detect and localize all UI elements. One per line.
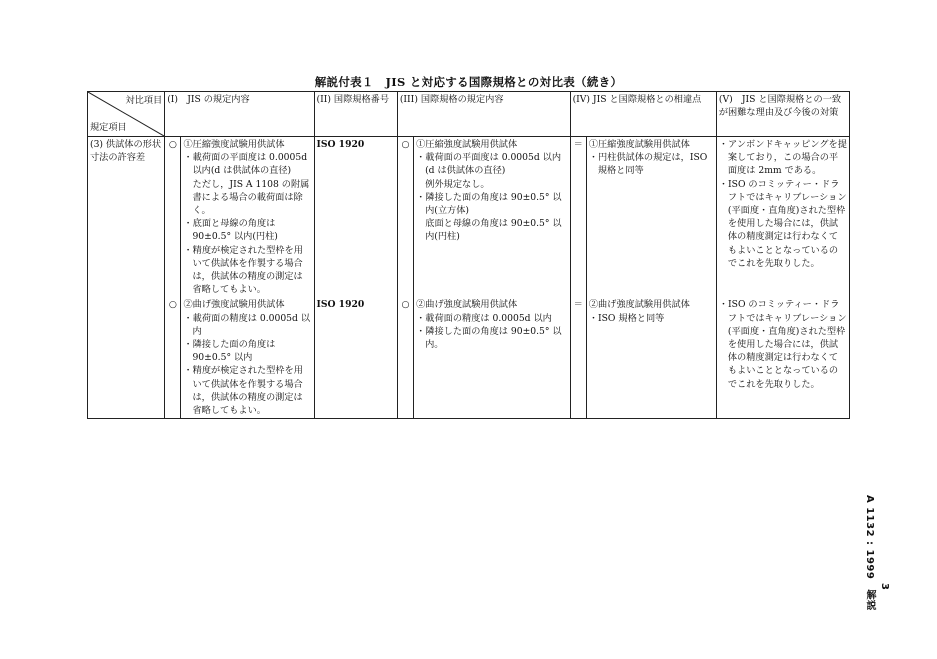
header-iso-content: (III) 国際規格の規定内容 xyxy=(397,92,570,137)
diff-title: ②曲げ強度試験用供試体 xyxy=(588,299,690,311)
header-jis-content: (I) JIS の規定内容 xyxy=(165,92,314,137)
iso-line: ・隣接した面の角度は 90±0.5° 以内。 xyxy=(416,325,562,351)
jis-title: ②曲げ強度試験用供試体 xyxy=(183,299,285,311)
diff-mark: ＝ xyxy=(570,137,586,298)
jis-content xyxy=(181,297,314,418)
jis-mark: ○ xyxy=(165,297,181,418)
iso-content xyxy=(414,297,570,418)
reason-content xyxy=(716,297,849,418)
standard-side-label: A 1132 : 1999 解説 xyxy=(864,495,875,611)
iso-line: 例外規定なし。 xyxy=(416,178,490,190)
iso-mark: ○ xyxy=(397,137,413,298)
diff-title: ①圧縮強度試験用供試体 xyxy=(588,139,690,150)
diff-mark: ＝ xyxy=(570,297,586,418)
jis-line: ・底面と母線の角度は 90±0.5° 以内(円柱) xyxy=(183,218,278,243)
jis-mark: ○ xyxy=(165,137,181,298)
iso-title: ①圧縮強度試験用供試体 xyxy=(416,139,518,150)
header-differences: (IV) JIS と国際規格との相違点 xyxy=(570,92,716,137)
diff-content xyxy=(586,137,716,298)
diff-content xyxy=(586,297,716,418)
jis-line: ・精度が検定された型枠を用いて供試体を作製する場合は，供試体の精度の測定は省略してもよい。 xyxy=(183,365,303,417)
item-cell: (3) 供試体の形状寸法の許容差 xyxy=(88,137,165,419)
reason-content xyxy=(716,137,849,298)
iso-line: ・載荷面の精度は 0.0005d 以内 xyxy=(416,312,552,324)
iso-number: ISO 1920 xyxy=(314,297,397,418)
diagonal-header-cell xyxy=(88,92,165,137)
jis-line: ただし，JIS A 1108 の附属書による場合の載荷面は除く。 xyxy=(183,178,310,217)
iso-line: ・隣接した面の角度は 90±0.5° 以内(立方体) xyxy=(416,191,562,217)
header-iso-number: (II) 国際規格番号 xyxy=(314,92,397,137)
table-title: 解説付表１ JIS と対応する国際規格との対比表（続き） xyxy=(314,75,623,89)
jis-content xyxy=(181,137,314,298)
jis-line: ・載荷面の平面度は 0.0005d 以内(d は供試体の直径) xyxy=(183,152,308,177)
iso-content xyxy=(414,137,570,298)
iso-line: 底面と母線の角度は 90±0.5° 以内(円柱) xyxy=(416,218,562,243)
jis-title: ①圧縮強度試験用供試体 xyxy=(183,139,285,150)
page-number: 3 xyxy=(879,583,890,590)
header-spec-item: 規定項目 xyxy=(90,121,127,133)
iso-mark: ○ xyxy=(397,297,413,418)
diff-line: ・円柱供試体の規定は，ISO 規格と同等 xyxy=(588,152,708,177)
jis-line: ・載荷面の精度は 0.0005d 以内 xyxy=(183,312,311,337)
header-row xyxy=(88,92,850,137)
diff-line: ・ISO 規格と同等 xyxy=(588,312,665,324)
jis-line: ・精度が検定された型枠を用いて供試体を作製する場合は，供試体の精度の測定は省略してもよい。 xyxy=(183,244,303,296)
jis-line: ・隣接した面の角度は 90±0.5° 以内 xyxy=(183,339,276,364)
iso-title: ②曲げ強度試験用供試体 xyxy=(416,299,518,311)
header-compare-item: 対比項目 xyxy=(125,95,163,106)
iso-line: ・載荷面の平面度は 0.0005d 以内(d は供試体の直径) xyxy=(416,152,562,177)
reason-line: ・アンボンドキャッピングを提案しており，この場合の平面度は 2mm である。 xyxy=(718,139,847,177)
iso-number: ISO 1920 xyxy=(314,137,397,298)
reason-line: ・ISO のコミッティー・ドラフトではキャリブレーション(平面度・直角度)された型枠を使用した場合には，供試体の精度測定は行わなくてもよいこととなっているのでこれを先取りした。 xyxy=(718,299,847,390)
header-reasons: (V) JIS と国際規格との一致が困難な理由及び今後の対策 xyxy=(716,92,849,137)
reason-line: ・ISO のコミッティー・ドラフトではキャリブレーション(平面度・直角度)された型枠を使用した場合には，供試体の精度測定は行わなくてもよいこととなっているのでこれを先取りした。 xyxy=(718,178,847,269)
comparison-table xyxy=(87,91,850,419)
table-row xyxy=(88,137,850,298)
table-row xyxy=(88,297,850,418)
